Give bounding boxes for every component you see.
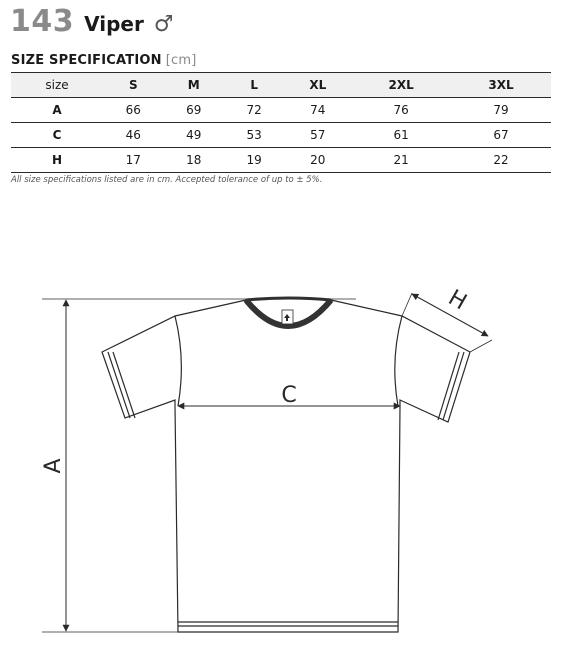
right-sleeve-hem bbox=[438, 352, 464, 420]
table-cell: 22 bbox=[451, 148, 551, 173]
table-cell: 79 bbox=[451, 98, 551, 123]
table-cell: 72 bbox=[224, 98, 284, 123]
table-cell: 53 bbox=[224, 123, 284, 148]
tshirt-body-path bbox=[102, 300, 470, 632]
measure-c bbox=[178, 383, 400, 408]
row-label: H bbox=[11, 148, 103, 173]
table-cell: 17 bbox=[103, 148, 163, 173]
left-armhole-seam bbox=[175, 316, 181, 406]
table-cell: 74 bbox=[284, 98, 351, 123]
table-cell: 49 bbox=[164, 123, 224, 148]
label-c: C bbox=[281, 383, 297, 408]
row-label: C bbox=[11, 123, 103, 148]
male-symbol-icon: ♂ bbox=[153, 12, 174, 37]
table-cell: 19 bbox=[224, 148, 284, 173]
table-cell: 20 bbox=[284, 148, 351, 173]
table-cell: 46 bbox=[103, 123, 163, 148]
table-cell: 18 bbox=[164, 148, 224, 173]
table-cell: 66 bbox=[103, 98, 163, 123]
table-cell: 57 bbox=[284, 123, 351, 148]
product-name: Viper bbox=[84, 12, 144, 36]
size-column-header: XL bbox=[284, 73, 351, 98]
size-column-header: 3XL bbox=[451, 73, 551, 98]
right-armhole-seam bbox=[395, 316, 402, 406]
table-cell: 67 bbox=[451, 123, 551, 148]
table-cell: 76 bbox=[351, 98, 451, 123]
row-label: A bbox=[11, 98, 103, 123]
table-cell: 21 bbox=[351, 148, 451, 173]
size-spec-unit: [cm] bbox=[165, 53, 197, 68]
measure-a bbox=[41, 299, 356, 632]
label-h: H bbox=[443, 285, 471, 316]
collar bbox=[246, 298, 331, 326]
size-corner-label: size bbox=[11, 73, 103, 98]
measure-h-guide-1 bbox=[402, 293, 412, 316]
tshirt-outline bbox=[102, 300, 470, 632]
label-a: A bbox=[41, 458, 66, 474]
tolerance-note: All size specifications listed are in cm. Accepted tolerance of up to ± 5%. bbox=[11, 175, 323, 185]
size-column-header: M bbox=[164, 73, 224, 98]
size-spec-title: SIZE SPECIFICATION bbox=[11, 53, 162, 68]
measure-h bbox=[402, 285, 492, 352]
size-column-header: L bbox=[224, 73, 284, 98]
table-cell: 69 bbox=[164, 98, 224, 123]
size-column-header: S bbox=[103, 73, 163, 98]
measure-h-guide-2 bbox=[470, 340, 492, 352]
size-column-header: 2XL bbox=[351, 73, 451, 98]
bottom-hem bbox=[178, 622, 398, 626]
product-code: 143 bbox=[10, 4, 75, 39]
table-cell: 61 bbox=[351, 123, 451, 148]
